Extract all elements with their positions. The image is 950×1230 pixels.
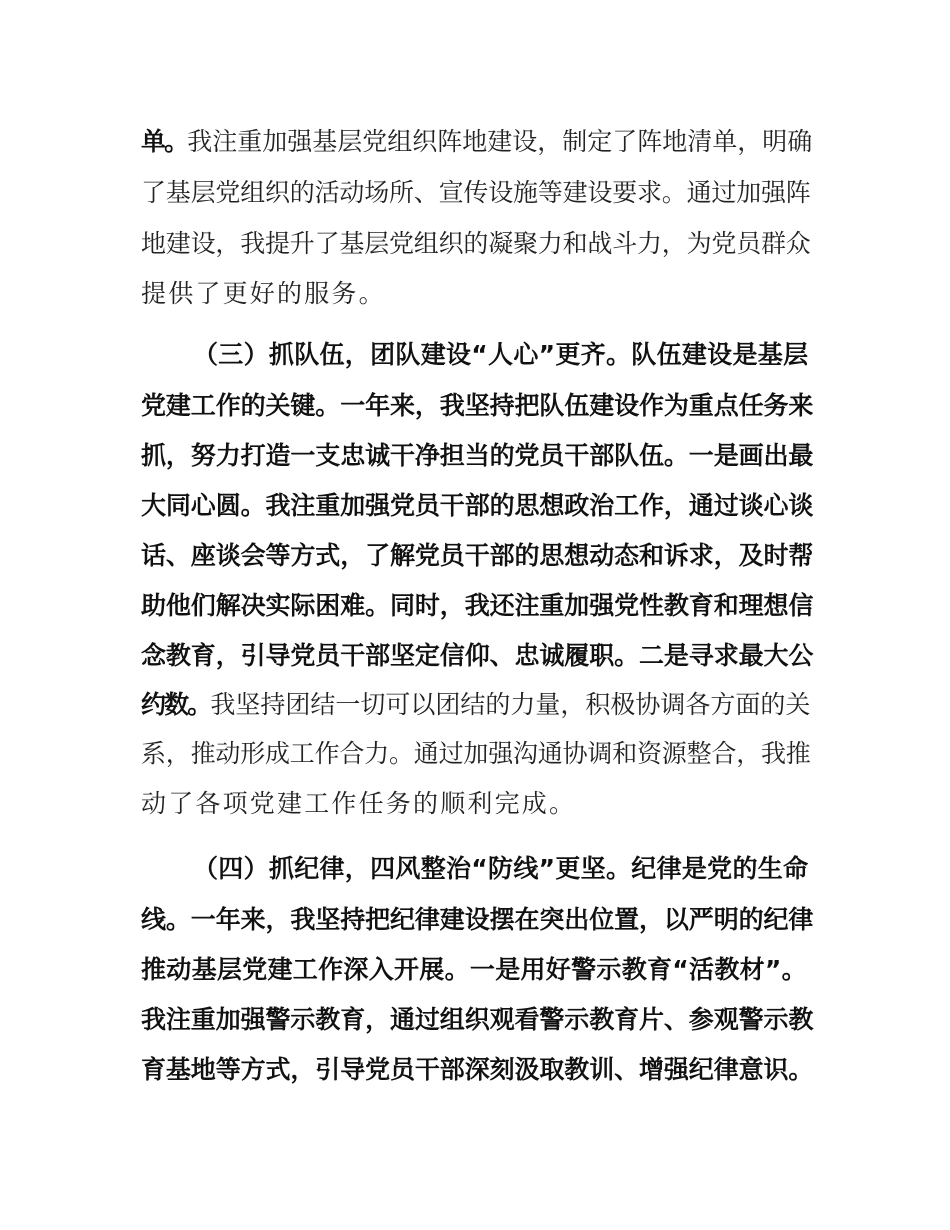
paragraph-line: [141, 631, 813, 681]
paragraph-line: [141, 381, 813, 431]
paragraph-line: [141, 531, 813, 581]
bold-run: 大同心圆。我注重加强党员干部的思想政治工作，通过谈心谈: [141, 491, 814, 520]
bold-run: 党建工作的关键。一年来，我坚持把队伍建设作为重点任务来: [141, 391, 814, 420]
text-run: 我注重加强基层党组织阵地建设，制定了阵地清单，明确: [187, 127, 813, 156]
text-run: 我坚持团结一切可以团结的力量，积极协调各方面的关: [210, 690, 811, 719]
paragraph-line: [141, 995, 813, 1045]
bold-run: 抓，努力打造一支忠诚干净担当的党员干部队伍。一是画出最: [141, 441, 814, 470]
paragraph-line: [141, 779, 813, 829]
paragraph-line: [141, 269, 813, 319]
bold-run: 助他们解决实际困难。同时，我还注重加强党性教育和理想信: [141, 591, 814, 620]
paragraph-line: [141, 945, 813, 995]
bold-run: 推动基层党建工作深入开展。一是用好警示教育“活教材”。: [141, 955, 807, 984]
bold-run: 我注重加强警示教育，通过组织观看警示教育片、参观警示教: [141, 1005, 814, 1034]
text-run: 动了各项党建工作任务的顺利完成。: [141, 789, 577, 818]
text-run: 系，推动形成工作合力。通过加强沟通协调和资源整合，我推: [141, 739, 811, 768]
paragraph-line: [141, 729, 813, 779]
paragraph-line: [193, 844, 813, 894]
paragraph-line: [141, 581, 813, 631]
paragraph-line: [141, 431, 813, 481]
bold-run: 约数。: [141, 690, 211, 719]
paragraph-line: [141, 895, 813, 945]
paragraph-line: [193, 330, 813, 380]
paragraph-line: [141, 1045, 813, 1095]
paragraph-line: [141, 481, 813, 531]
section-heading: （四）抓纪律，四风整治“防线”更坚。纪律是党的生命: [193, 854, 809, 883]
bold-run: 话、座谈会等方式，了解党员干部的思想动态和诉求，及时帮: [141, 541, 814, 570]
paragraph-line: [141, 168, 813, 218]
text-run: 了基层党组织的活动场所、宣传设施等建设要求。通过加强阵: [141, 178, 811, 207]
text-run: 地建设，我提升了基层党组织的凝聚力和战斗力，为党员群众: [141, 229, 811, 258]
text-run: 提供了更好的服务。: [141, 279, 386, 308]
bold-run: 单。: [141, 127, 188, 156]
paragraph-line: [141, 117, 813, 167]
paragraph-line: [141, 219, 813, 269]
bold-run: 念教育，引导党员干部坚定信仰、忠诚履职。二是寻求最大公: [141, 641, 814, 670]
bold-run: 育基地等方式，引导党员干部深刻汲取教训、增强纪律意识。: [141, 1055, 814, 1084]
paragraph-line: [141, 680, 813, 730]
section-heading: （三）抓队伍，团队建设“人心”更齐。队伍建设是基层: [193, 340, 809, 369]
bold-run: 线。一年来，我坚持把纪律建设摆在突出位置，以严明的纪律: [141, 905, 814, 934]
